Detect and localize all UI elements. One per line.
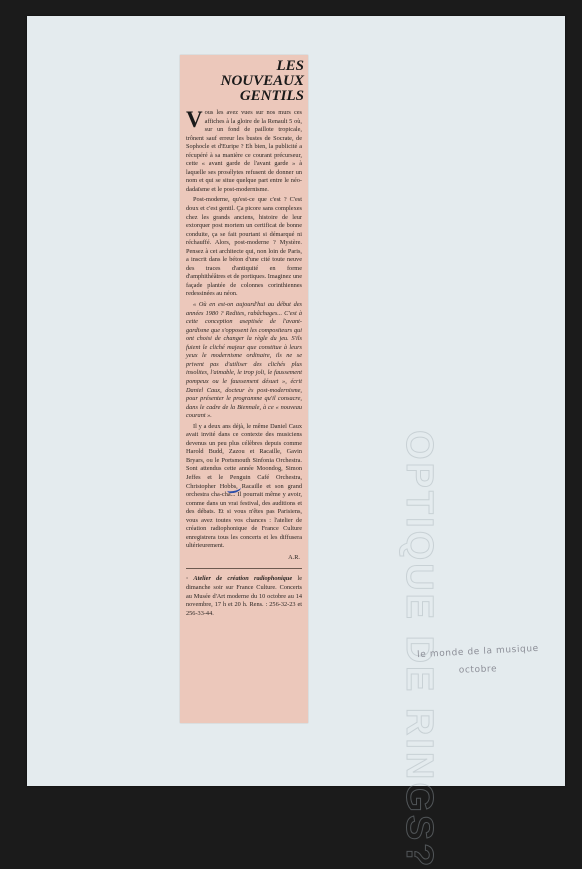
- divider: [186, 568, 302, 569]
- info-text: le dimanche soir sur France Culture. Concerts au Musée d'Art moderne du 10 octobre au 14 novembre, 17 h et 20 h. Rens. : 256-32-23 et 256-33-44.: [186, 575, 302, 617]
- paragraph-3-quote: « Où en est-on aujourd'hui au début des années 1980 ? Redites, rabâchages... C'est à cette conception aseptisée de l'avant-gardisme que s'opposent les compositeurs qui ont choisi de changer la règle du jeu. S'ils fuient le cliché majeur que constitue à leurs yeux le modernisme ordinaire, ils ne se privent pas d'utiliser des clichés plus insolites, l'aimable, le trop joli, le faussement pompeux ou le faussement désuet », écrit Daniel Caux, docteur ès post-modernisme, pour présenter le programme qu'il consacre, dans le cadre de la Biennale, à ce « nouveau courant ».: [186, 301, 302, 420]
- article-title: [180, 59, 304, 104]
- title-line-3: GENTILS: [239, 88, 304, 104]
- author-signature: A.R.: [288, 553, 300, 561]
- handwritten-annotation: [398, 645, 558, 677]
- paragraph-1-text: ous les avez vues sur nos murs ces affiches à la gloire de la Renault 5 où, sur un fond de paillote tropicale, trônent sauf erreur les bustes de Socrate, de Sophocle et d'Euripe ? Eh bien, la publicité a récupéré à sa manière ce courant précurseur, cette « avant garde de l'avant garde » à laquelle ses prosélytes refusent de donner un nom et qui se situe quelque part entre le néo-dadaïsme et le post-modernisme.: [186, 109, 302, 193]
- paragraph-1: [186, 109, 302, 194]
- drop-cap: V: [186, 107, 203, 132]
- show-through-text: OPTIQUE DE RINGS?: [398, 430, 440, 869]
- paragraph-4: Il y a deux ans déjà, le même Daniel Caux avait invité dans ce contexte des musiciens devenus un peu plus célèbres depuis comme Harold Budd, Zazou et Racaille, Gavin Bryars, ou le Portsmouth Sinfonia Orchestra. Sont attendus cette année Moondog, Simon Jeffes et le Penguin Café Orchestra, Christopher Hobbs, Racaille et son grand orchestra cha-cha... Il pourrait même y avoir, comme dans un vrai festival, des auditions et des débats. Et si vous n'êtes pas Parisiens, vous avez toutes vos chances : l'atelier de création radiophonique de France Culture enregistrera tous les concerts et les diffusera ultérieurement.: [186, 422, 302, 550]
- annotation-line-2: octobre: [458, 664, 498, 676]
- info-bullet: ·: [186, 575, 189, 583]
- title-line-2: NOUVEAUX: [220, 73, 304, 89]
- title-line-1: LES: [276, 58, 304, 74]
- annotation-line-1: le monde de la musique: [416, 643, 540, 661]
- article-body: [180, 104, 308, 618]
- newspaper-clipping: [180, 55, 308, 723]
- event-info: [186, 575, 302, 618]
- info-title: Atelier de création radiophonique: [193, 575, 293, 583]
- paragraph-2: Post-moderne, qu'est-ce que c'est ? C'est doux et c'est gentil. Ça picore sans complexes chez les grands anciens, histoire de leur extorquer post mortem un certificat de bonne conduite, ça se fait pourtant si démarqué ni réchauffé. Alors, post-moderne ? Mystère. Pensez à cet architecte qui, non loin de Paris, a inscrit dans le béton d'une cité toute neuve des traces d'antiquité en forme d'amphithéâtres et de portiques. Imaginez une façade plantée de colonnes corinthiennes redessinées au néon.: [186, 196, 302, 298]
